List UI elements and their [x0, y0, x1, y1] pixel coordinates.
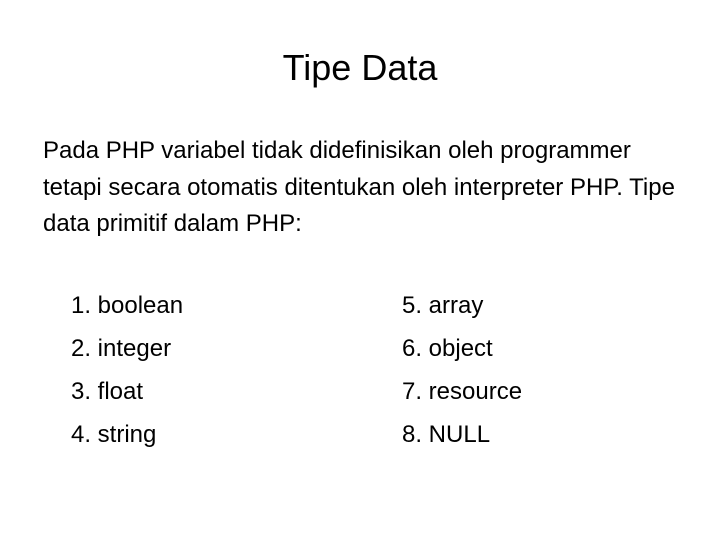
- list-item: 6. object: [402, 335, 493, 362]
- list-item: 5. array: [402, 292, 484, 319]
- list-item: 4. string: [71, 421, 157, 448]
- data-types-list-left: [71, 284, 183, 456]
- list-item: 7. resource: [402, 378, 523, 405]
- list-item: 2. integer: [71, 335, 172, 362]
- slide-body-text: Pada PHP variabel tidak didefinisikan oleh programmer tetapi secara otomatis ditentukan oleh interpreter PHP. Tipe data primitif dalam PHP:: [43, 137, 675, 237]
- slide-title: Tipe Data: [282, 47, 438, 88]
- list-item: 3. float: [71, 378, 144, 405]
- list-item: 1. boolean: [71, 292, 184, 319]
- data-types-list-right: [402, 284, 522, 456]
- list-item: 8. NULL: [402, 421, 491, 448]
